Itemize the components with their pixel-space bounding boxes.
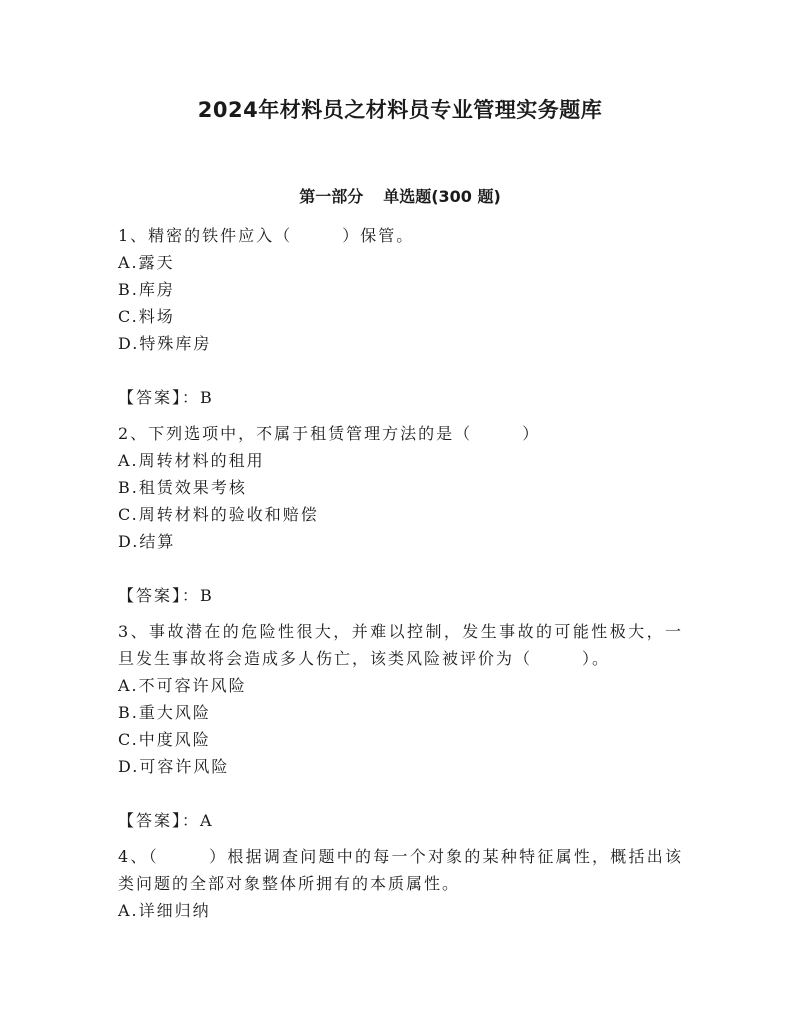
question-4 xyxy=(118,843,683,924)
answer-value: B xyxy=(200,388,214,407)
section-heading xyxy=(0,184,800,207)
option-c: C.周转材料的验收和赔偿 xyxy=(118,505,319,524)
answer-line xyxy=(118,582,683,609)
document-title: 2024年材料员之材料员专业管理实务题库 xyxy=(197,98,603,122)
question-1 xyxy=(118,222,683,411)
answer-line xyxy=(118,807,683,834)
option-a: A.不可容许风险 xyxy=(118,676,247,695)
question-stem: 1、精密的铁件应入（ ）保管。 xyxy=(118,226,415,245)
option-a: A.详细归纳 xyxy=(118,901,211,920)
option-b: B.重大风险 xyxy=(118,703,211,722)
section-heading-text: 单选题(300 题) xyxy=(383,187,501,206)
question-3 xyxy=(118,618,683,834)
option-d: D.可容许风险 xyxy=(118,757,230,776)
answer-label: 【答案】： xyxy=(118,388,201,407)
option-d: D.结算 xyxy=(118,532,176,551)
option-a: A.周转材料的租用 xyxy=(118,451,265,470)
answer-value: B xyxy=(200,586,214,605)
answer-line xyxy=(118,384,683,411)
question-stem: 3、事故潜在的危险性很大，并难以控制，发生事故的可能性极大，一旦发生事故将会造成多人伤亡，该类风险被评价为（ ）。 xyxy=(118,622,683,668)
section-part: 第一部分 xyxy=(299,187,364,206)
answer-value: A xyxy=(200,811,214,830)
question-stem: 2、下列选项中，不属于租赁管理方法的是（ ） xyxy=(118,424,541,443)
option-c: C.料场 xyxy=(118,307,175,326)
option-b: B.库房 xyxy=(118,280,175,299)
question-2 xyxy=(118,420,683,609)
answer-label: 【答案】： xyxy=(118,586,201,605)
answer-label: 【答案】： xyxy=(118,811,201,830)
option-b: B.租赁效果考核 xyxy=(118,478,247,497)
question-stem: 4、（ ）根据调查问题中的每一个对象的某种特征属性，概括出该类问题的全部对象整体所拥有的本质属性。 xyxy=(118,847,683,893)
option-d: D.特殊库房 xyxy=(118,334,212,353)
option-c: C.中度风险 xyxy=(118,730,211,749)
question-list xyxy=(118,222,683,924)
option-a: A.露天 xyxy=(118,253,175,272)
